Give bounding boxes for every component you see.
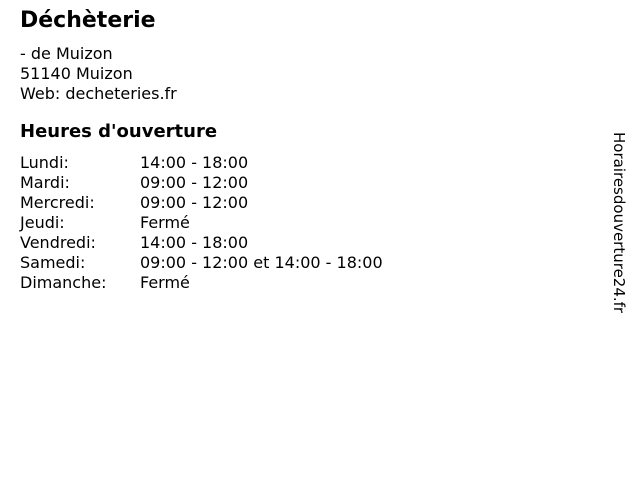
- address-block: [20, 44, 177, 104]
- address-line-city: 51140 Muizon: [20, 64, 133, 83]
- time-value: Fermé: [140, 213, 190, 232]
- day-label: Lundi:: [20, 153, 69, 172]
- time-value: 09:00 - 12:00: [140, 193, 249, 212]
- hours-row-friday: [20, 233, 383, 253]
- address-line-website: Web: decheteries.fr: [20, 84, 177, 103]
- hours-row-sunday: [20, 273, 383, 293]
- hours-row-saturday: [20, 253, 383, 273]
- time-value: Fermé: [140, 273, 190, 292]
- watermark-vertical-text: Horairesdouverture24.fr: [610, 132, 628, 314]
- hours-heading: Heures d'ouverture: [20, 121, 218, 142]
- time-value: 14:00 - 18:00: [140, 233, 249, 252]
- time-value: 09:00 - 12:00: [140, 173, 249, 192]
- day-label: Mardi:: [20, 173, 70, 192]
- day-label: Mercredi:: [20, 193, 95, 212]
- day-label: Jeudi:: [20, 213, 65, 232]
- day-label: Dimanche:: [20, 273, 107, 292]
- hours-row-thursday: [20, 213, 383, 233]
- time-value: 14:00 - 18:00: [140, 153, 249, 172]
- hours-row-wednesday: [20, 193, 383, 213]
- day-label: Samedi:: [20, 253, 86, 272]
- hours-row-tuesday: [20, 173, 383, 193]
- page-title: Déchèterie: [20, 8, 156, 33]
- day-label: Vendredi:: [20, 233, 96, 252]
- hours-table: [20, 153, 383, 293]
- hours-row-monday: [20, 153, 383, 173]
- address-line-facility: - de Muizon: [20, 44, 113, 63]
- time-value: 09:00 - 12:00 et 14:00 - 18:00: [140, 253, 383, 272]
